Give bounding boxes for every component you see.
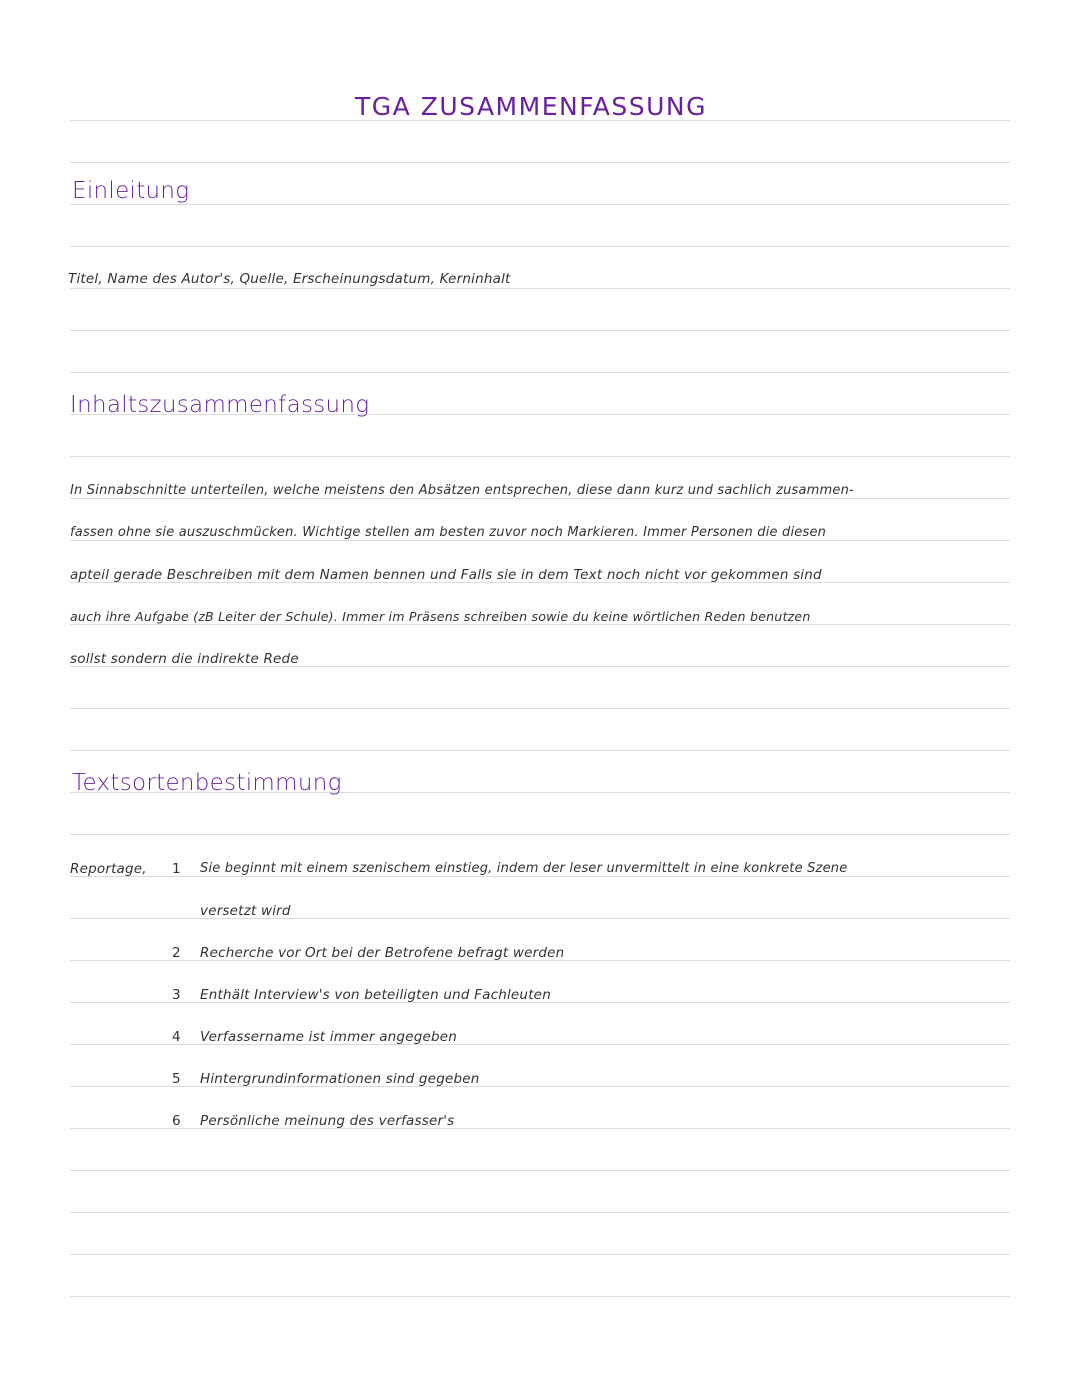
inhalt-line: auch ihre Aufgabe (zB Leiter der Schule). Immer im Präsens schreiben sowie du keine wörtlichen Reden benutzen <box>70 609 811 624</box>
section-heading-textsortenbestimmung: Textsortenbestimmung <box>72 770 342 796</box>
rule-line <box>70 204 1010 205</box>
list-number: 6 <box>172 1113 181 1129</box>
rule-line <box>70 708 1010 709</box>
reportage-label: Reportage, <box>70 861 147 877</box>
rule-line <box>70 1212 1010 1213</box>
list-item-text: Persönliche meinung des verfasser's <box>200 1113 455 1129</box>
rule-line <box>70 246 1010 247</box>
rule-line <box>70 540 1010 541</box>
rule-line <box>70 1296 1010 1297</box>
list-number: 5 <box>172 1071 181 1087</box>
rule-line <box>70 162 1010 163</box>
inhalt-line: apteil gerade Beschreiben mit dem Namen bennen und Falls sie in dem Text noch nicht vor gekommen sind <box>70 567 822 583</box>
rule-line <box>70 372 1010 373</box>
einleitung-line: Titel, Name des Autor's, Quelle, Erscheinungsdatum, Kerninhalt <box>68 271 511 287</box>
rule-line <box>70 750 1010 751</box>
section-heading-inhaltszusammenfassung: Inhaltszusammenfassung <box>70 392 370 418</box>
inhalt-line: In Sinnabschnitte unterteilen, welche meistens den Absätzen entsprechen, diese dann kurz und sachlich zusammen- <box>70 483 854 498</box>
section-heading-einleitung: Einleitung <box>72 178 190 204</box>
list-item-text: versetzt wird <box>200 903 291 919</box>
rule-line <box>70 624 1010 625</box>
list-number: 3 <box>172 987 181 1003</box>
rule-line <box>70 1254 1010 1255</box>
list-item-text: Hintergrundinformationen sind gegeben <box>200 1071 480 1087</box>
inhalt-line: sollst sondern die indirekte Rede <box>70 651 299 667</box>
rule-line <box>70 288 1010 289</box>
list-item-text: Recherche vor Ort bei der Betrofene befragt werden <box>200 945 565 961</box>
rule-line <box>70 876 1010 877</box>
inhalt-line: fassen ohne sie auszuschmücken. Wichtige stellen am besten zuvor noch Markieren. Immer Personen die diesen <box>70 525 827 540</box>
list-number: 4 <box>172 1029 181 1045</box>
list-number: 1 <box>172 861 181 877</box>
rule-line <box>70 498 1010 499</box>
list-item-text: Sie beginnt mit einem szenischem einstieg, indem der leser unvermittelt in eine konkrete Szene <box>200 861 848 876</box>
rule-line <box>70 456 1010 457</box>
list-item-text: Verfassername ist immer angegeben <box>200 1029 458 1045</box>
page-title: TGA ZUSAMMENFASSUNG <box>355 92 707 121</box>
rule-line <box>70 834 1010 835</box>
list-number: 2 <box>172 945 181 961</box>
rule-line <box>70 330 1010 331</box>
rule-line <box>70 1170 1010 1171</box>
list-item-text: Enthält Interview's von beteiligten und Fachleuten <box>200 987 551 1003</box>
